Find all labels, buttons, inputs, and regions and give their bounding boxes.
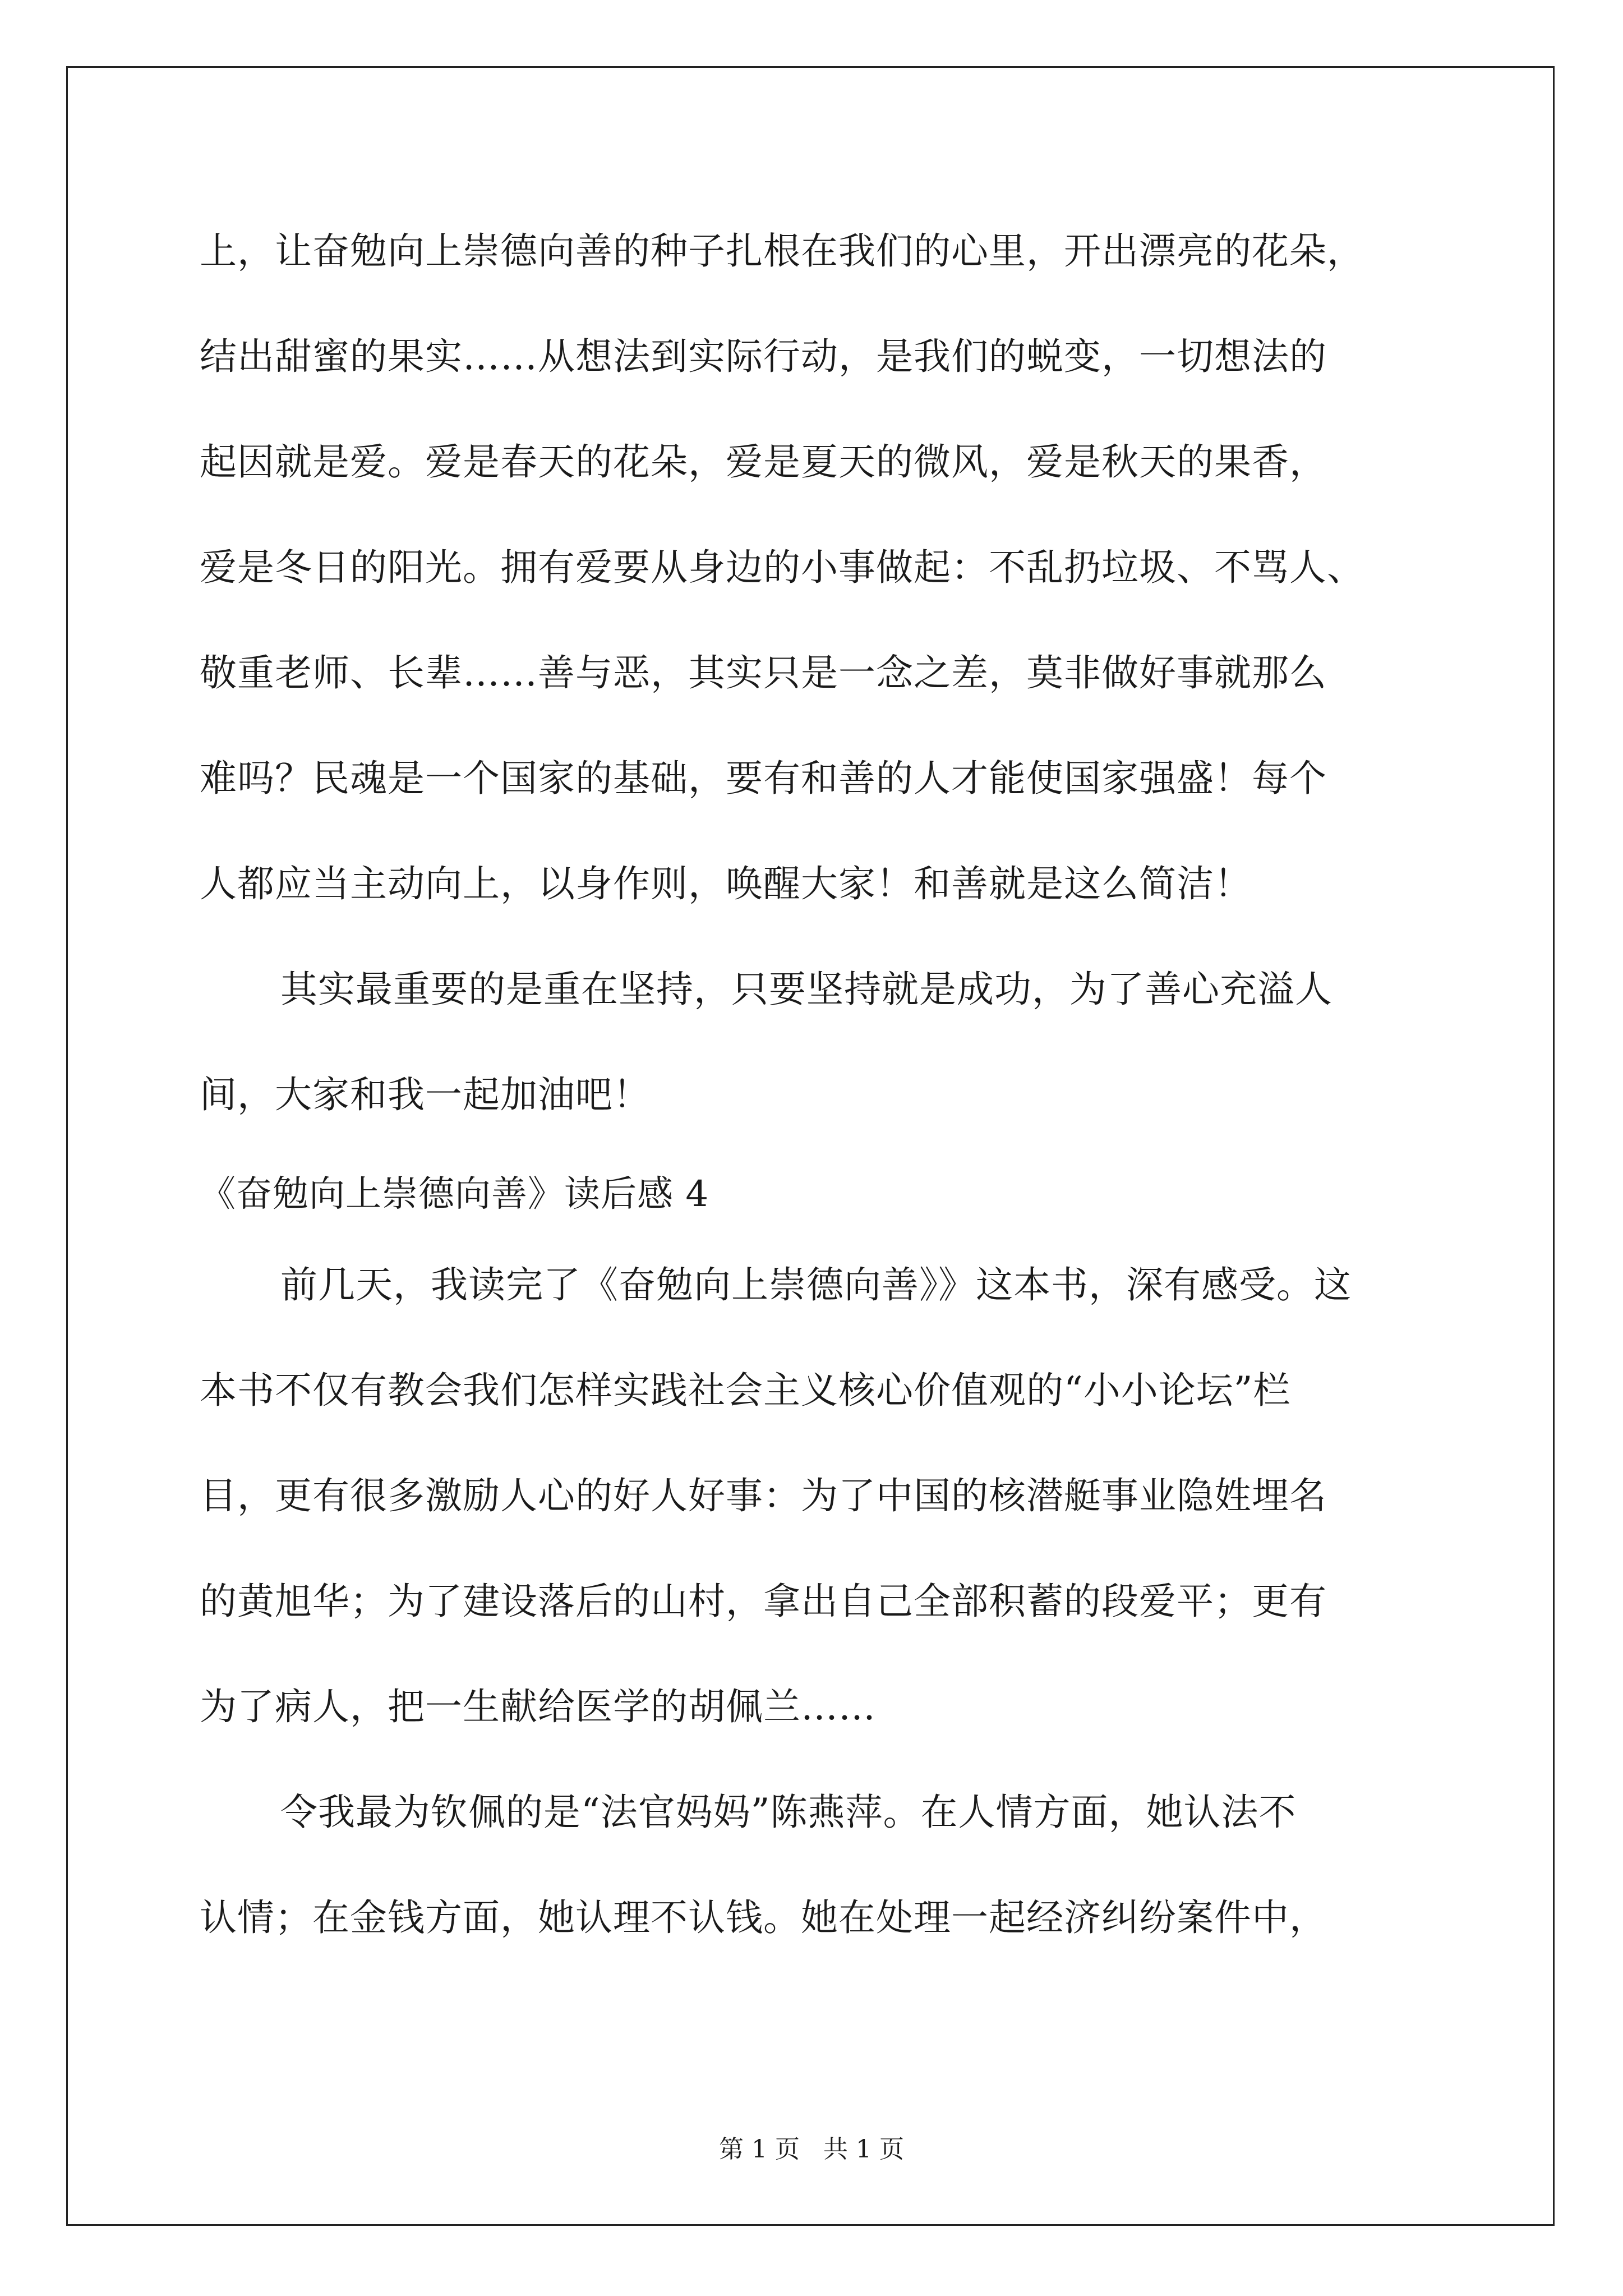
text-line: 爱是冬日的阳光。拥有爱要从身边的小事做起：不乱扔垃圾、不骂人、 [200, 546, 1364, 589]
text-line: 敬重老师、长辈……善与恶，其实只是一念之差，莫非做好事就那么 [200, 651, 1327, 694]
text-line: 前几天，我读完了《奋勉向上崇德向善》》这本书，深有感受。这 [280, 1263, 1352, 1306]
text-line: 上，让奋勉向上崇德向善的种子扎根在我们的心里，开出漂亮的花朵， [200, 229, 1364, 273]
text-line: 起因就是爱。爱是春天的花朵，爱是夏天的微风，爱是秋天的果香， [200, 440, 1327, 484]
text-line: 认情；在金钱方面，她认理不认钱。她在处理一起经济纠纷案件中， [200, 1896, 1327, 1939]
text-line: 为了病人，把一生献给医学的胡佩兰…… [200, 1685, 876, 1728]
page-footer: 第 1 页 共 1 页 [719, 2135, 904, 2164]
text-line: 间，大家和我一起加油吧！ [200, 1073, 651, 1116]
text-line: 结出甜蜜的果实……从想法到实际行动，是我们的蜕变，一切想法的 [200, 335, 1327, 378]
text-line: 令我最为钦佩的是“法官妈妈”陈燕萍。在人情方面，她认法不 [280, 1791, 1297, 1834]
text-line: 难吗？民魂是一个国家的基础，要有和善的人才能使国家强盛！每个 [200, 757, 1327, 800]
text-line: 人都应当主动向上，以身作则，唤醒大家！和善就是这么简洁！ [200, 862, 1252, 905]
text-line: 本书不仅有教会我们怎样实践社会主义核心价值观的“小小论坛”栏 [200, 1369, 1291, 1412]
text-line: 目，更有很多激励人心的好人好事：为了中国的核潜艇事业隐姓埋名 [200, 1474, 1327, 1517]
text-line: 其实最重要的是重在坚持，只要坚持就是成功，为了善心充溢人 [280, 968, 1332, 1011]
section-heading: 《奋勉向上崇德向善》读后感 4 [200, 1174, 709, 1215]
text-line: 的黄旭华；为了建设落后的山村，拿出自己全部积蓄的段爱平；更有 [200, 1580, 1327, 1623]
